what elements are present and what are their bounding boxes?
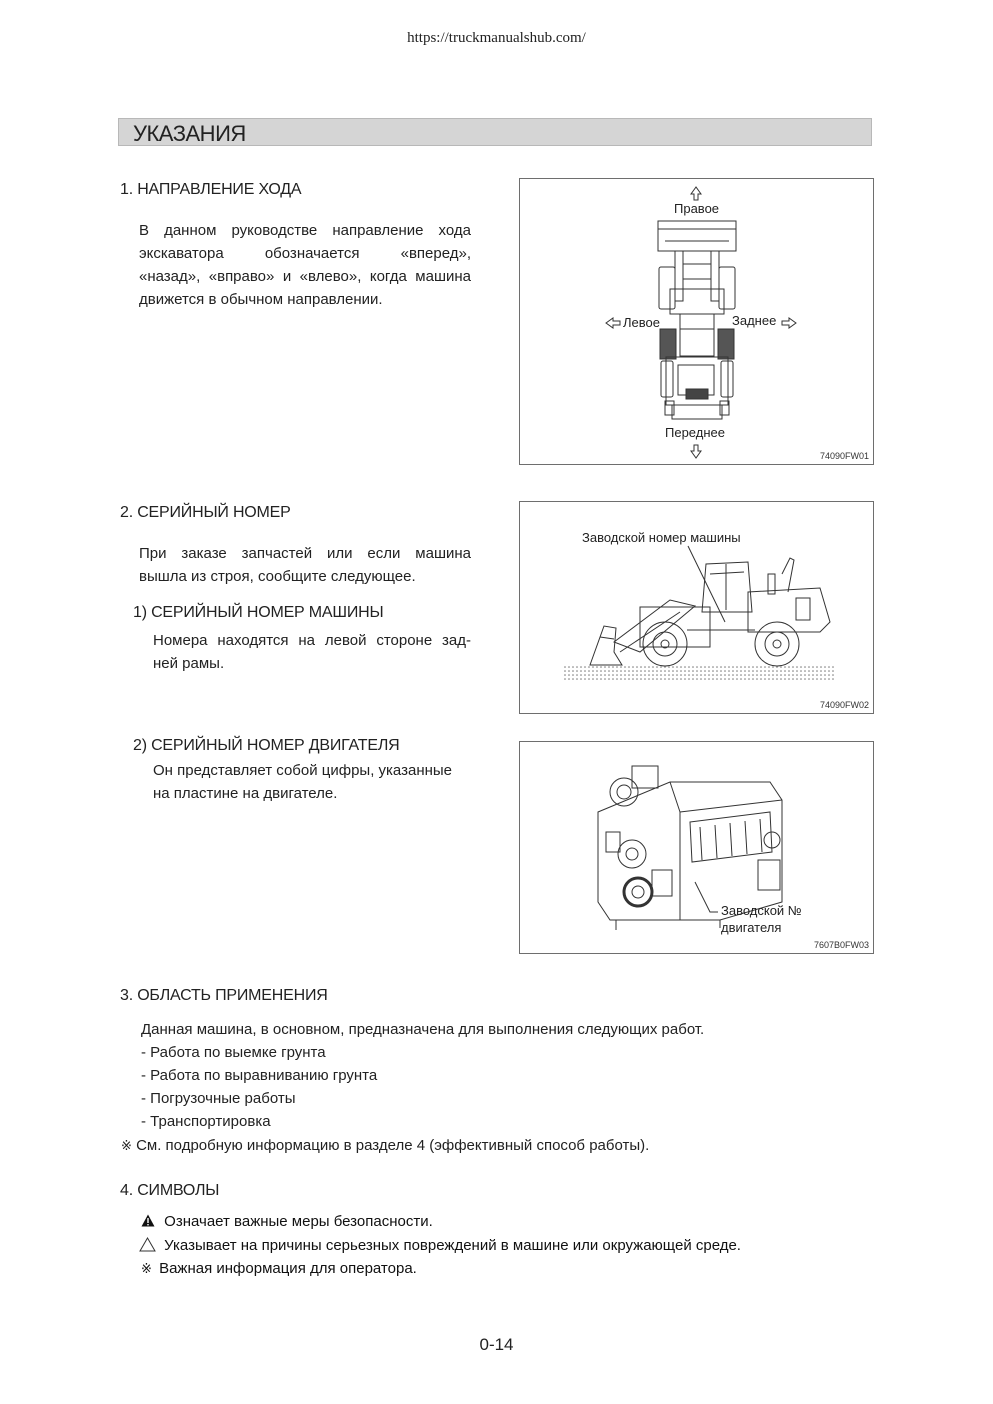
arrow-down-icon — [691, 445, 701, 458]
section1-line: экскаватора обозначается «вперед», — [139, 245, 471, 262]
section2-line: При заказе запчастей или если машина — [139, 545, 471, 562]
reference-mark-icon: ※ — [121, 1139, 132, 1154]
sub2-text — [153, 759, 471, 805]
section2-heading: 2. СЕРИЙНЫЙ НОМЕР — [120, 504, 291, 521]
reference-mark-icon: ※ — [141, 1262, 152, 1277]
page-number: 0-14 — [479, 1335, 514, 1354]
section1-line: В данном руководстве направление хода — [139, 222, 471, 239]
direction-figure — [519, 178, 874, 465]
sub1-text — [153, 629, 471, 675]
symbol-row-warning — [141, 1213, 433, 1230]
direction-label-front: Переднее — [665, 425, 725, 440]
sub2-heading-row — [133, 737, 399, 755]
page-title-bar — [118, 118, 872, 146]
sub2-heading: СЕРИЙНЫЙ НОМЕР ДВИГАТЕЛЯ — [151, 737, 400, 754]
sub2-line: на пластине на двигателе. — [153, 785, 338, 802]
warning-filled-triangle-icon — [141, 1214, 155, 1227]
list-item: - Погрузочные работы — [141, 1090, 296, 1107]
arrow-left-icon — [606, 318, 620, 328]
machine-serial-figure — [519, 501, 874, 714]
section1-line: движется в обычном направлении. — [139, 291, 383, 308]
section3-intro: Данная машина, в основном, предназначена для выполнения следующих работ. — [141, 1021, 705, 1038]
loader-top-view-drawing — [520, 179, 873, 464]
symbol-text-info: Важная информация для оператора. — [159, 1260, 417, 1277]
section1-text — [139, 219, 471, 311]
list-item: - Работа по выравниванию грунта — [141, 1067, 378, 1084]
section3-heading: 3. ОБЛАСТЬ ПРИМЕНЕНИЯ — [120, 987, 328, 1004]
sub2-line: Он представляет собой цифры, указанные — [153, 762, 453, 779]
arrow-right-icon — [782, 318, 796, 328]
section1-heading: 1. НАПРАВЛЕНИЕ ХОДА — [120, 181, 302, 198]
sub1-heading: СЕРИЙНЫЙ НОМЕР МАШИНЫ — [151, 604, 384, 621]
section2-text — [139, 542, 471, 588]
section3-list — [141, 1041, 641, 1133]
sub2-number: 2) — [133, 737, 147, 754]
sub1-heading-row — [133, 604, 383, 622]
symbol-row-info — [141, 1260, 417, 1277]
caution-outline-triangle-icon — [139, 1237, 156, 1252]
figure-code: 74090FW02 — [819, 700, 869, 710]
sub1-line: Номера находятся на левой стороне зад- — [153, 632, 471, 649]
figure-code: 74090FW01 — [819, 451, 869, 461]
direction-label-rear: Заднее — [732, 313, 777, 328]
page-title: УКАЗАНИЯ — [133, 121, 246, 146]
section1-line: «назад», «вправо» и «влево», когда машина — [139, 268, 471, 285]
direction-label-left: Левое — [623, 315, 660, 330]
machine-serial-label: Заводской номер машины — [582, 530, 741, 545]
engine-serial-label — [721, 902, 802, 936]
symbol-row-caution — [139, 1237, 741, 1254]
direction-label-right: Правое — [674, 201, 720, 216]
section3-note-row — [121, 1134, 861, 1158]
engine-drawing — [520, 742, 873, 953]
section4-heading: 4. СИМВОЛЫ — [120, 1182, 220, 1199]
symbol-text-caution: Указывает на причины серьезных повреждений в машине или окружающей среде. — [164, 1237, 741, 1254]
symbol-text-warning: Означает важные меры безопасности. — [164, 1213, 433, 1230]
list-item: - Работа по выемке грунта — [141, 1044, 326, 1061]
sub1-number: 1) — [133, 604, 147, 621]
engine-serial-figure — [519, 741, 874, 954]
engine-serial-label-line1: Заводской № — [721, 903, 802, 918]
header-url: https://truckmanualshub.com/ — [407, 30, 586, 46]
sub1-line: ней рамы. — [153, 655, 225, 672]
section2-line: вышла из строя, сообщите следующее. — [139, 568, 416, 585]
figure-code: 7607B0FW03 — [813, 940, 869, 950]
list-item: - Транспортировка — [141, 1113, 271, 1130]
arrow-up-icon — [691, 187, 701, 200]
section3-note: См. подробную информацию в разделе 4 (эффективный способ работы). — [136, 1137, 650, 1154]
engine-serial-label-line2: двигателя — [721, 920, 782, 935]
